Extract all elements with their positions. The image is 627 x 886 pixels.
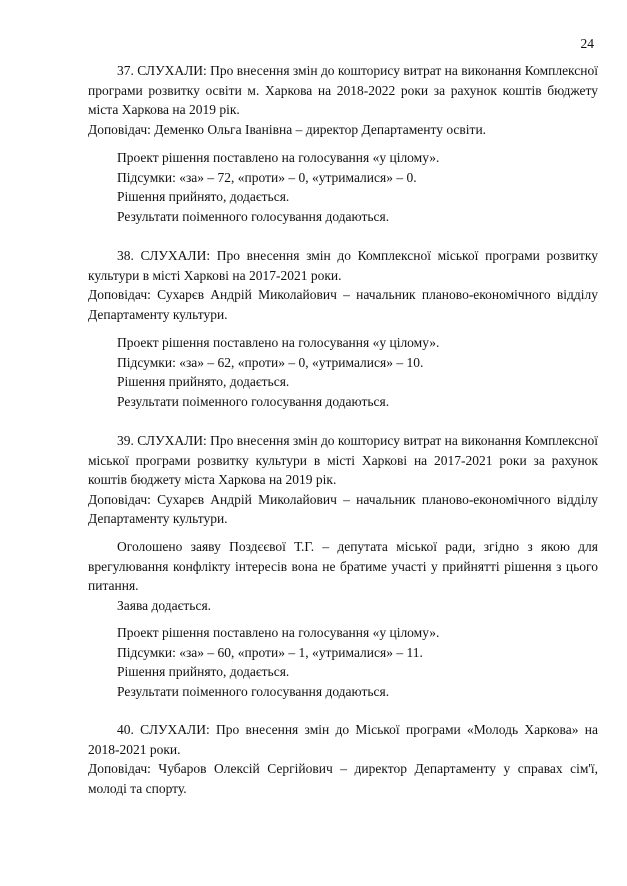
roll-call-text: Результати поіменного голосування додаються. bbox=[117, 208, 390, 224]
item-heading: 39. СЛУХАЛИ: Про внесення змін до кошторису витрат на виконання Комплексної міської програми розвитку культури в місті Харкові на 2017-2021 роки за рахунок коштів бюджету міста Харкова на 2019 рік. bbox=[88, 433, 598, 488]
vote-results: Підсумки: «за» – 62, «проти» – 0, «утрималися» – 10. bbox=[117, 354, 424, 370]
page-number: 24 bbox=[580, 36, 594, 51]
statement-block-39 bbox=[88, 537, 598, 615]
item-heading: 40. СЛУХАЛИ: Про внесення змін до Міської програми «Молодь Харкова» на 2018-2021 роки. bbox=[88, 722, 598, 757]
vote-results: Підсумки: «за» – 72, «проти» – 0, «утрималися» – 0. bbox=[117, 169, 417, 185]
statement-attachment: Заява додається. bbox=[117, 597, 212, 613]
roll-call-text: Результати поіменного голосування додаються. bbox=[117, 393, 390, 409]
conflict-statement: Оголошено заяву Поздєєвої Т.Г. – депутата міської ради, згідно з якою для врегулювання конфлікту інтересів вона не братиме участі у прийнятті рішення з цього питання. bbox=[88, 539, 598, 594]
decision-text: Рішення прийнято, додається. bbox=[117, 664, 290, 680]
item-reporter: Доповідач: Сухарєв Андрій Миколайович – начальник планово-економічного відділу Департаменту культури. bbox=[88, 491, 598, 527]
vote-proposal: Проект рішення поставлено на голосування «у цілому». bbox=[117, 625, 440, 640]
vote-block-38 bbox=[88, 333, 598, 411]
agenda-item-40 bbox=[88, 720, 598, 798]
vote-results: Підсумки: «за» – 60, «проти» – 1, «утрималися» – 11. bbox=[117, 644, 423, 660]
decision-text: Рішення прийнято, додається. bbox=[117, 374, 290, 390]
decision-text: Рішення прийнято, додається. bbox=[117, 189, 290, 205]
vote-block-39 bbox=[88, 623, 598, 701]
agenda-item-39 bbox=[88, 431, 598, 529]
vote-block-37 bbox=[88, 148, 598, 226]
agenda-item-38 bbox=[88, 246, 598, 324]
agenda-item-37 bbox=[88, 61, 598, 139]
vote-proposal: Проект рішення поставлено на голосування «у цілому». bbox=[117, 150, 440, 165]
item-heading: 37. СЛУХАЛИ: Про внесення змін до кошторису витрат на виконання Комплексної програми розвитку освіти м. Харкова на 2018-2022 роки за рахунок коштів бюджету міста Харкова на 2019 рік. bbox=[88, 63, 598, 118]
vote-proposal: Проект рішення поставлено на голосування «у цілому». bbox=[117, 335, 440, 350]
item-reporter: Доповідач: Чубаров Олексій Сергійович – директор Департаменту у справах сім'ї, молоді та спорту. bbox=[88, 761, 598, 796]
item-heading: 38. СЛУХАЛИ: Про внесення змін до Комплексної міської програми розвитку культури в місті Харкові на 2017-2021 роки. bbox=[88, 248, 598, 283]
item-reporter: Доповідач: Сухарєв Андрій Миколайович – начальник планово-економічного відділу Департаменту культури. bbox=[88, 287, 598, 322]
item-reporter: Доповідач: Деменко Ольга Іванівна – директор Департаменту освіти. bbox=[88, 121, 487, 137]
roll-call-text: Результати поіменного голосування додаються. bbox=[117, 683, 390, 699]
